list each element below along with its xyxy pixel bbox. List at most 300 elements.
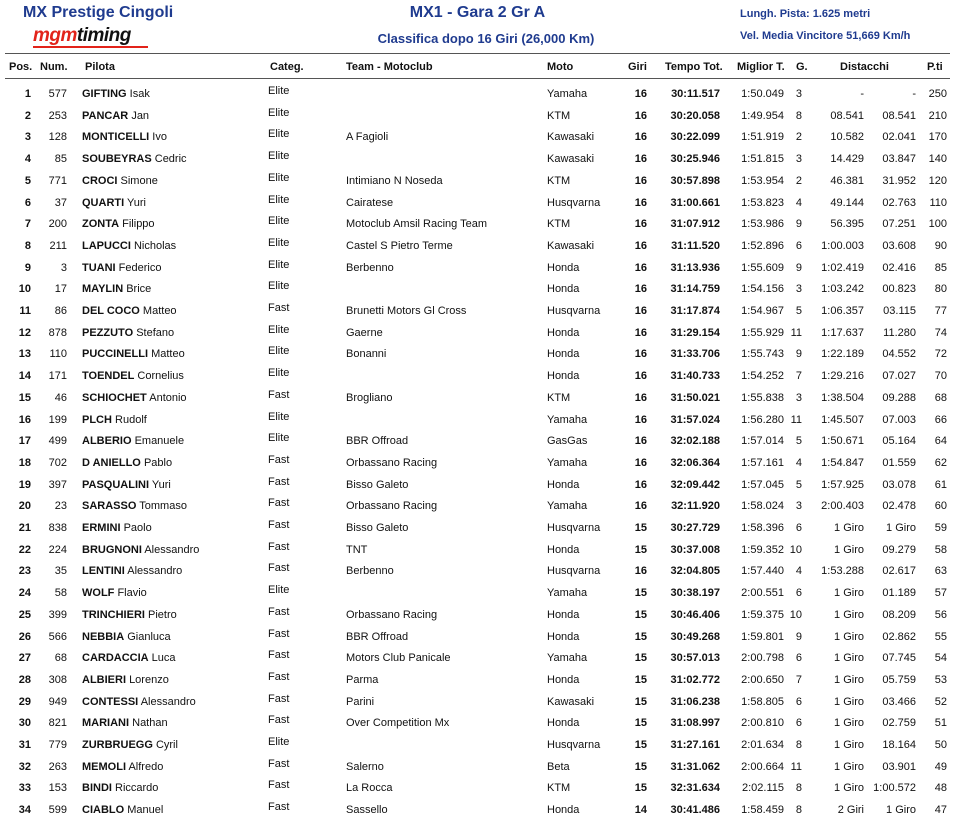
total-time: 30:25.946 [670, 153, 720, 166]
rider-first-name: Cyril [155, 739, 178, 751]
rider-last-name: CROCI [82, 174, 118, 187]
best-lap: 2:01.634 [741, 739, 784, 751]
total-time: 31:50.021 [670, 391, 720, 404]
category: Fast [268, 519, 290, 531]
best-lap: 1:51.815 [741, 153, 784, 166]
laps: 16 [634, 239, 647, 252]
laps: 16 [634, 348, 647, 361]
position: 33 [18, 782, 31, 795]
team: Brunetti Motors Gl Cross [346, 305, 467, 317]
best-lap-number: 8 [795, 782, 802, 795]
total-time: 31:14.759 [670, 283, 720, 296]
category: Fast [268, 757, 290, 770]
rider-name [82, 88, 150, 100]
mgmtiming-logo: mgmtiming [33, 25, 131, 46]
points: 68 [934, 391, 947, 404]
category: Elite [268, 85, 290, 97]
race-number: 200 [48, 218, 67, 231]
category: Elite [268, 584, 290, 597]
category: Elite [268, 106, 290, 119]
rider-name [82, 782, 158, 794]
points: 80 [934, 283, 947, 296]
team: Orbassano Racing [346, 608, 438, 621]
laps: 15 [634, 630, 647, 643]
best-lap-number: 11 [790, 760, 802, 773]
race-number: 878 [48, 326, 67, 339]
best-lap: 1:55.929 [741, 326, 784, 339]
best-lap-number: 2 [795, 131, 802, 144]
table-row [0, 148, 955, 170]
race-number: 821 [48, 717, 67, 730]
table-row [0, 213, 955, 235]
col-giri: Giri [628, 61, 647, 73]
team: Parma [346, 673, 379, 686]
gap-leader: 1 Giro [834, 522, 864, 534]
gap-previous: 05.759 [882, 673, 916, 686]
event-title: MX Prestige Cingoli [23, 4, 174, 21]
race-number: 702 [48, 456, 67, 469]
points: 57 [934, 587, 947, 600]
gap-previous: 02.478 [882, 500, 916, 513]
position: 11 [19, 305, 31, 317]
race-number: 58 [54, 587, 67, 600]
team: Intimiano N Noseda [346, 174, 443, 187]
best-lap: 1:53.986 [741, 218, 784, 231]
laps: 16 [634, 131, 647, 144]
best-lap: 1:53.823 [741, 196, 784, 209]
team: Orbassano Racing [346, 456, 438, 469]
points: 59 [934, 522, 947, 534]
laps: 15 [634, 717, 647, 730]
category: Fast [268, 562, 290, 575]
rider-name [82, 240, 176, 252]
bike: Honda [547, 630, 580, 643]
bike: KTM [547, 109, 571, 122]
total-time: 30:41.486 [670, 804, 720, 817]
rider-last-name: SARASSO [82, 500, 137, 513]
race-number: 399 [48, 608, 67, 621]
best-lap-number: 5 [795, 305, 802, 317]
bike: Kawasaki [547, 131, 595, 144]
best-lap-number: 3 [795, 283, 802, 296]
track-length: Lungh. Pista: 1.625 metri [740, 8, 871, 20]
bike: Husqvarna [547, 565, 601, 578]
team: Castel S Pietro Terme [346, 239, 453, 252]
total-time: 31:27.161 [670, 739, 720, 751]
category: Elite [268, 128, 290, 141]
table-row [0, 626, 955, 648]
gap-leader: 08.541 [830, 109, 864, 122]
rider-first-name: Flavio [117, 587, 147, 600]
gap-previous: 09.288 [882, 391, 916, 404]
gap-leader: 1:03.242 [821, 283, 864, 296]
position: 5 [24, 174, 31, 187]
race-number: 397 [48, 478, 67, 491]
bike: Kawasaki [547, 695, 595, 708]
category: Fast [268, 453, 290, 466]
points: 51 [934, 717, 947, 730]
gap-leader: 2:00.403 [821, 500, 864, 513]
rider-first-name: Pablo [143, 456, 173, 469]
gap-leader: - [860, 88, 864, 100]
gap-previous: 02.862 [882, 630, 916, 643]
rider-last-name: BRUGNONI [82, 543, 142, 556]
laps: 16 [634, 218, 647, 231]
rider-last-name: DEL COCO [82, 305, 140, 317]
gap-leader: 1:50.671 [821, 435, 864, 448]
gap-previous: 07.003 [882, 413, 916, 426]
col-punti: P.ti [927, 61, 943, 73]
gap-previous: 09.279 [882, 543, 916, 556]
best-lap: 1:58.396 [741, 522, 784, 534]
col-team: Team - Motoclub [346, 61, 433, 73]
gap-leader: 1 Giro [834, 695, 864, 708]
total-time: 31:57.024 [670, 413, 720, 426]
category: Elite [268, 345, 290, 358]
laps: 15 [634, 608, 647, 621]
points: 64 [934, 435, 947, 448]
total-time: 31:33.706 [670, 348, 720, 361]
gap-previous: 00.823 [882, 283, 916, 296]
team: Brogliano [346, 391, 393, 404]
position: 26 [18, 630, 31, 643]
category: Fast [268, 779, 290, 792]
category: Elite [268, 323, 290, 336]
category: Fast [268, 714, 290, 727]
bike: Yamaha [547, 88, 588, 100]
rider-last-name: CIABLO [82, 804, 125, 817]
best-lap: 2:00.810 [741, 717, 784, 730]
team: Bisso Galeto [346, 478, 409, 491]
rider-last-name: PANCAR [82, 109, 129, 122]
best-lap-number: 11 [790, 413, 802, 426]
best-lap: 1:49.954 [741, 109, 784, 122]
rider-name [82, 609, 177, 621]
bike: Husqvarna [547, 739, 601, 751]
gap-leader: 1:38.504 [821, 391, 864, 404]
rider-first-name: Riccardo [115, 782, 159, 795]
rider-name [82, 717, 168, 729]
best-lap-number: 8 [795, 804, 802, 817]
category: Fast [268, 540, 290, 553]
points: 55 [934, 630, 947, 643]
laps: 16 [634, 456, 647, 469]
rider-last-name: PLCH [82, 413, 112, 426]
gap-previous: 03.847 [882, 153, 916, 166]
best-lap: 1:53.954 [741, 174, 784, 187]
gap-leader: 1 Giro [834, 608, 864, 621]
bike: Yamaha [547, 500, 588, 513]
bike: Honda [547, 804, 580, 817]
rider-name [82, 587, 147, 599]
race-number: 153 [48, 782, 67, 795]
best-lap: 1:59.801 [741, 630, 784, 643]
table-row [0, 257, 955, 279]
bike: Yamaha [547, 587, 588, 600]
points: 66 [934, 413, 947, 426]
best-lap-number: 7 [795, 370, 802, 383]
points: 70 [934, 370, 947, 383]
points: 140 [928, 153, 947, 166]
gap-previous: 08.541 [882, 109, 916, 122]
laps: 16 [634, 196, 647, 209]
rider-first-name: Tommaso [139, 500, 187, 513]
total-time: 31:00.661 [670, 196, 720, 209]
points: 62 [934, 456, 947, 469]
best-lap-number: 8 [795, 739, 802, 751]
category: Fast [268, 302, 290, 314]
table-row [0, 343, 955, 365]
race-number: 3 [60, 261, 67, 274]
category: Fast [268, 801, 290, 814]
laps: 16 [634, 478, 647, 491]
best-lap-number: 8 [795, 109, 802, 122]
best-lap: 1:55.609 [741, 261, 784, 274]
gap-leader: 1 Giro [834, 782, 864, 795]
rider-last-name: SOUBEYRAS [82, 153, 152, 166]
laps: 15 [634, 739, 647, 751]
rider-name [82, 565, 182, 577]
rider-name [82, 761, 163, 773]
gap-previous: 02.763 [882, 196, 916, 209]
race-number: 308 [48, 673, 67, 686]
race-number: 128 [48, 131, 67, 144]
gap-leader: 1 Giro [834, 673, 864, 686]
rider-name [82, 110, 149, 122]
points: 52 [934, 695, 947, 708]
total-time: 31:13.936 [670, 261, 720, 274]
rider-first-name: Lorenzo [129, 673, 169, 686]
position: 1 [24, 88, 31, 100]
bike: Husqvarna [547, 305, 601, 317]
best-lap: 1:58.459 [741, 804, 784, 817]
rider-last-name: CONTESSI [82, 695, 139, 708]
rider-last-name: NEBBIA [82, 630, 125, 643]
category: Elite [268, 258, 290, 271]
gap-leader: 1:17.637 [821, 326, 864, 339]
race-number: 110 [49, 348, 67, 361]
best-lap: 1:57.440 [741, 565, 784, 578]
category: Fast [268, 497, 290, 510]
best-lap-number: 5 [795, 435, 802, 448]
best-lap: 2:00.664 [741, 760, 784, 773]
position: 4 [24, 153, 31, 166]
total-time: 30:46.406 [670, 608, 720, 621]
rider-last-name: MARIANI [82, 717, 130, 730]
race-number: 263 [48, 760, 67, 773]
laps: 16 [634, 153, 647, 166]
best-lap: 1:57.161 [741, 456, 784, 469]
rider-name [82, 544, 199, 556]
total-time: 31:07.912 [670, 218, 720, 231]
col-miglior: Miglior T. [737, 61, 785, 73]
total-time: 30:57.898 [670, 174, 720, 187]
gap-previous: 03.115 [883, 305, 916, 317]
laps: 16 [634, 305, 647, 317]
rider-name [82, 305, 177, 317]
total-time: 31:02.772 [670, 673, 720, 686]
table-row [0, 300, 955, 322]
best-lap-number: 10 [789, 543, 802, 556]
gap-previous: 03.078 [882, 478, 916, 491]
gap-leader: 1 Giro [834, 717, 864, 730]
best-lap-number: 3 [795, 500, 802, 513]
race-number: 46 [54, 391, 67, 404]
points: 210 [928, 109, 947, 122]
position: 30 [18, 717, 31, 730]
col-pilota: Pilota [85, 61, 115, 73]
winner-speed: Vel. Media Vincitore 51,669 Km/h [740, 30, 911, 42]
rider-last-name: LAPUCCI [82, 239, 131, 252]
position: 29 [18, 695, 31, 708]
best-lap: 1:56.280 [741, 413, 784, 426]
rider-name [82, 414, 147, 426]
points: 54 [934, 652, 947, 665]
total-time: 32:02.188 [670, 435, 720, 448]
table-row [0, 734, 955, 756]
total-time: 32:06.364 [670, 456, 720, 469]
bike: Husqvarna [547, 196, 601, 209]
category: Fast [268, 627, 290, 640]
position: 23 [18, 565, 31, 578]
gap-previous: 01.189 [882, 587, 916, 600]
laps: 16 [634, 413, 647, 426]
rider-first-name: Yuri [127, 196, 146, 209]
gap-leader: 1:00.003 [821, 239, 864, 252]
rider-first-name: Luca [151, 652, 176, 665]
rider-name [82, 327, 174, 339]
gap-previous: 07.251 [882, 218, 916, 231]
points: 56 [934, 608, 947, 621]
position: 18 [18, 456, 31, 469]
team: BBR Offroad [346, 630, 409, 643]
category: Fast [268, 692, 290, 705]
rider-last-name: D ANIELLO [82, 456, 141, 469]
race-number: 171 [48, 370, 67, 383]
rider-last-name: TRINCHIERI [82, 608, 145, 621]
best-lap-number: 2 [795, 174, 802, 187]
category: Elite [268, 215, 290, 228]
table-row [0, 192, 955, 214]
gap-previous: 31.952 [882, 174, 916, 187]
total-time: 32:11.920 [671, 500, 720, 513]
rider-name [82, 153, 187, 165]
position: 10 [18, 283, 31, 296]
table-row [0, 105, 955, 127]
table-row [0, 83, 955, 105]
race-number: 35 [54, 565, 67, 578]
gap-leader: 10.582 [830, 131, 864, 144]
table-row [0, 560, 955, 582]
team: Parini [346, 695, 375, 708]
best-lap-number: 6 [795, 717, 802, 730]
table-row [0, 235, 955, 257]
rider-last-name: QUARTI [82, 196, 125, 209]
best-lap: 1:59.352 [741, 543, 784, 556]
bike: Husqvarna [547, 522, 601, 534]
rider-name [82, 392, 187, 404]
table-row [0, 539, 955, 561]
bike: Honda [547, 543, 580, 556]
total-time: 31:11.520 [671, 239, 720, 252]
table-row [0, 495, 955, 517]
best-lap-number: 4 [795, 565, 802, 578]
race-number: 838 [48, 522, 67, 534]
total-time: 31:17.874 [670, 305, 720, 317]
gap-leader: 1:22.189 [821, 348, 864, 361]
rider-name [82, 500, 187, 512]
points: 74 [934, 326, 947, 339]
laps: 15 [634, 522, 647, 534]
position: 28 [18, 673, 31, 686]
rider-first-name: Alessandro [144, 543, 200, 556]
team: Bisso Galeto [346, 522, 409, 534]
rider-last-name: MONTICELLI [82, 131, 150, 144]
points: 85 [934, 261, 947, 274]
best-lap: 1:55.838 [741, 391, 784, 404]
best-lap-number: 6 [795, 522, 802, 534]
bike: Beta [547, 760, 570, 773]
rider-first-name: Nicholas [133, 239, 177, 252]
category: Elite [268, 736, 290, 748]
best-lap-number: 4 [795, 456, 802, 469]
race-number: 17 [54, 283, 67, 296]
total-time: 31:29.154 [670, 326, 720, 339]
table-row [0, 430, 955, 452]
rider-first-name: Yuri [151, 478, 171, 491]
team: Cairatese [346, 196, 394, 209]
bike: Honda [547, 348, 580, 361]
bike: Yamaha [547, 456, 588, 469]
laps: 16 [634, 261, 647, 274]
gap-leader: 1 Giro [834, 652, 864, 665]
race-number: 577 [48, 88, 67, 100]
rider-first-name: Cedric [154, 153, 187, 166]
race-number: 566 [48, 630, 67, 643]
rider-name [82, 131, 167, 143]
race-number: 37 [54, 196, 67, 209]
total-time: 30:37.008 [670, 543, 720, 556]
laps: 16 [634, 174, 647, 187]
position: 17 [18, 435, 31, 448]
team: Berbenno [346, 565, 394, 578]
col-moto: Moto [547, 61, 574, 73]
total-time: 31:08.997 [670, 717, 720, 730]
table-row [0, 322, 955, 344]
gap-leader: 1:57.925 [821, 478, 864, 491]
position: 12 [18, 326, 31, 339]
rider-name [82, 674, 169, 686]
team: Gaerne [346, 326, 383, 339]
rider-last-name: CARDACCIA [82, 652, 149, 665]
rider-first-name: Jan [131, 109, 150, 122]
rider-first-name: Nathan [132, 717, 168, 730]
total-time: 30:27.729 [670, 522, 720, 534]
table-row [0, 452, 955, 474]
race-number: 224 [48, 543, 67, 556]
position: 34 [18, 804, 31, 817]
rider-first-name: Rudolf [115, 413, 147, 426]
table-row [0, 777, 955, 799]
category: Elite [268, 410, 290, 423]
table-row [0, 691, 955, 713]
gap-previous: 02.041 [882, 131, 916, 144]
rider-name [82, 479, 171, 491]
rider-last-name: PUCCINELLI [82, 348, 148, 361]
gap-leader: 1 Giro [834, 739, 864, 751]
category: Fast [268, 649, 290, 662]
race-number: 599 [48, 804, 67, 817]
